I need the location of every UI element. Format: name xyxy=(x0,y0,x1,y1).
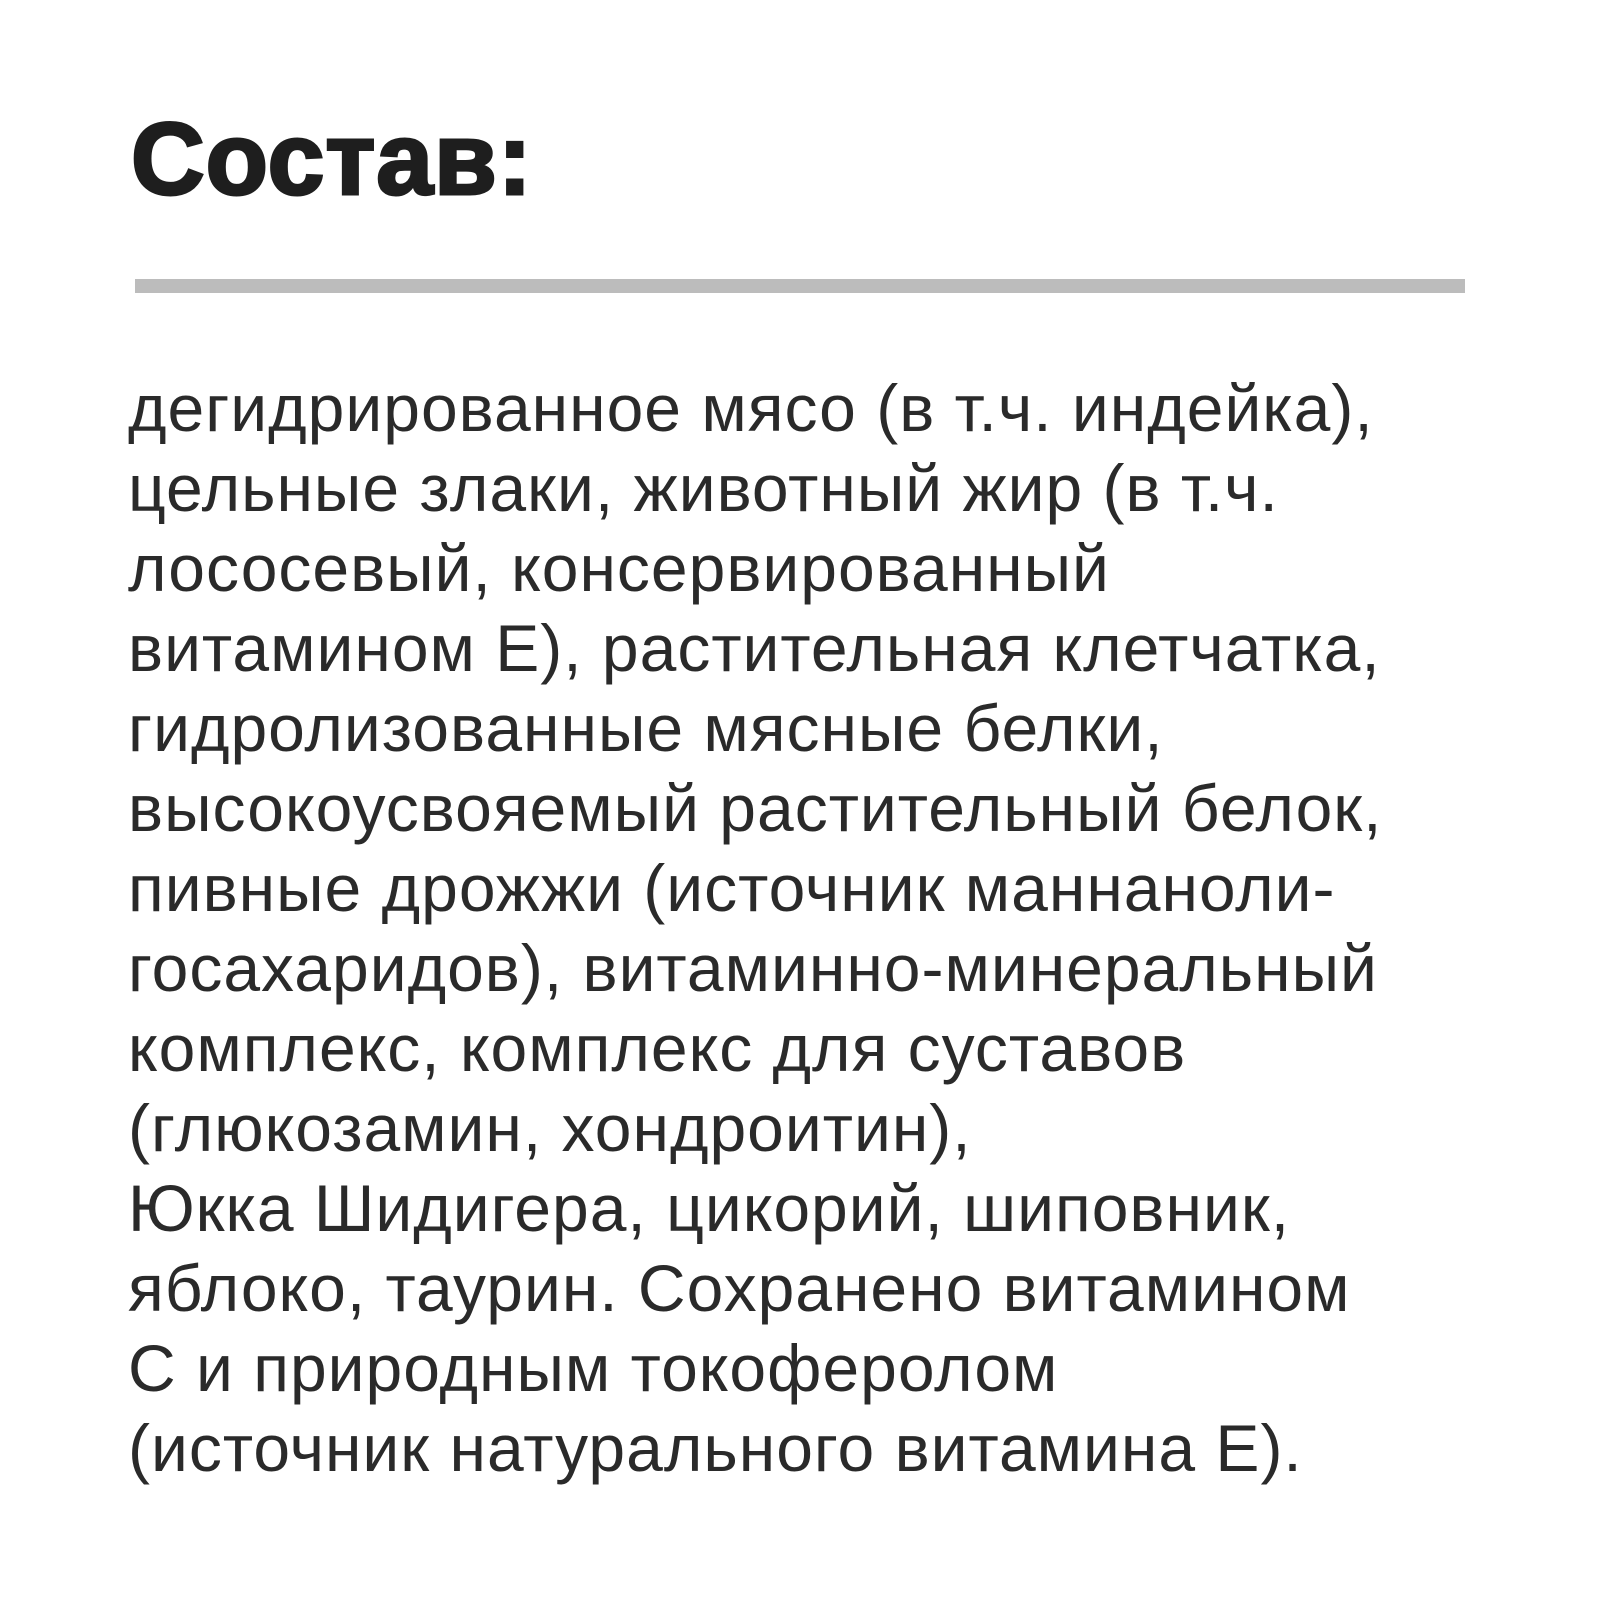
composition-line: (глюкозамин, хондроитин), xyxy=(128,1091,972,1165)
composition-line: цельные злаки, животный жир (в т.ч. xyxy=(128,451,1279,525)
composition-line: лососевый, консервированный xyxy=(128,531,1110,605)
composition-line: витамином Е), растительная клетчатка, xyxy=(128,611,1381,685)
composition-line: высокоусвояемый растительный белок, xyxy=(128,771,1383,845)
composition-line: Юкка Шидигера, цикорий, шиповник, xyxy=(128,1171,1291,1245)
composition-line: дегидрированное мясо (в т.ч. индейка), xyxy=(128,371,1374,445)
heading-divider xyxy=(135,279,1465,293)
composition-line: яблоко, таурин. Сохранено витамином xyxy=(128,1251,1351,1325)
composition-line: (источник натурального витамина Е). xyxy=(128,1411,1303,1485)
composition-line: С и природным токоферолом xyxy=(128,1331,1059,1405)
composition-text xyxy=(128,368,1578,1488)
composition-line: госахаридов), витаминно-минеральный xyxy=(128,931,1378,1005)
composition-line: комплекс, комплекс для суставов xyxy=(128,1011,1187,1085)
composition-heading: Состав: xyxy=(131,102,533,216)
composition-line: пивные дрожжи (источник маннаноли- xyxy=(128,851,1336,925)
composition-line: гидролизованные мясные белки, xyxy=(128,691,1164,765)
